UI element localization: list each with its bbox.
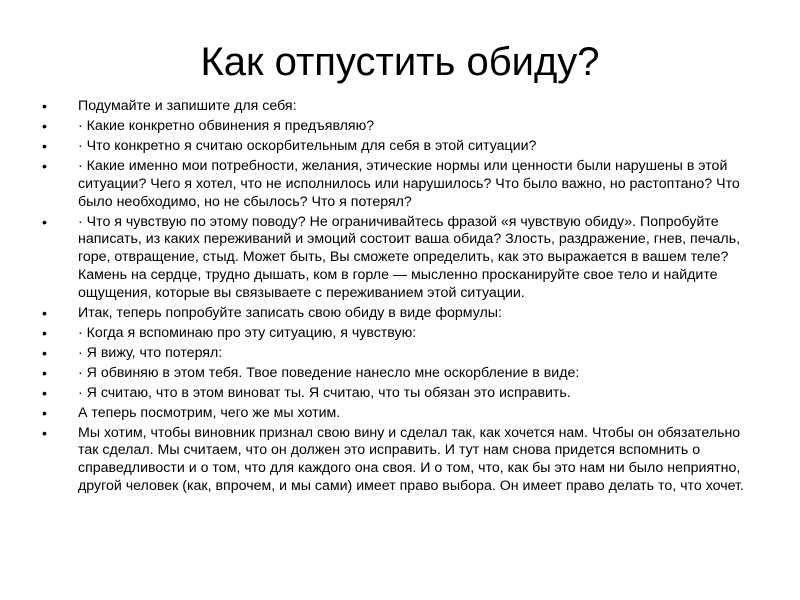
list-item [42,138,752,156]
list-item-text: · Я считаю, что в этом виноват ты. Я считаю, что ты обязан это исправить. [78,384,571,401]
list-item [42,365,752,383]
bullet-icon: • [42,98,47,114]
slide-title: Как отпустить обиду? [200,40,600,84]
list-item [42,405,752,423]
list-item [42,98,752,116]
list-item-text: · Когда я вспоминаю про эту ситуацию, я чувствую: [78,324,417,341]
bullet-icon: • [42,404,47,421]
bullet-icon: • [42,384,47,401]
bullet-icon: • [42,344,47,361]
bullet-list [42,98,752,498]
list-item-text: · Какие именно мои потребности, желания, этические нормы или ценности были нарушены в этой ситуации? Чего я хотел, что не исполнилось или нарушилось? Что было важно, но растоптано? Что было необходимо, но не сбылось? Что я потерял? [78,157,740,210]
list-item [42,385,752,403]
list-item-text: Мы хотим, чтобы виновник признал свою вину и сделал так, как хочется нам. Чтобы он обязательно так сделал. Мы считаем, что он должен это исправить. И тут нам снова придется вспомнить о справедливости и о том, что для каждого она своя. И о том, что, как бы это нам ни было неприятно, другой человек (как, впрочем, и мы сами) имеет право выбора. Он имеет право делать то, что хочет. [78,424,744,494]
list-item [42,158,752,211]
list-item-text: · Какие конкретно обвинения я предъявляю? [78,117,375,134]
list-item [42,305,752,323]
bullet-icon: • [42,424,47,441]
list-item-text: Итак, теперь попробуйте записать свою обиду в виде формулы: [78,304,502,321]
list-item [42,425,752,496]
list-item-text: · Я вижу, что потерял: [78,344,223,361]
bullet-icon: • [42,364,47,381]
bullet-icon: • [42,304,47,321]
list-item-text: · Что я чувствую по этому поводу? Не ограничивайтесь фразой «я чувствую обиду». Попробуйте написать, из каких переживаний и эмоций состоит ваша обида? Злость, раздражение, гнев, печаль, горе, отвращение, стыд. Может быть, Вы сможете определить, как это выражается в вашем теле? Камень на сердце, трудно дышать, ком в горле — мысленно просканируйте свое тело и найдите ощущения, которые вы связываете с переживанием этой ситуации. [78,213,741,301]
bullet-icon: • [42,137,47,154]
list-item-text: · Что конкретно я считаю оскорбительным для себя в этой ситуации? [78,137,537,154]
list-item [42,345,752,363]
list-item [42,325,752,343]
bullet-icon: • [42,117,47,134]
list-item [42,214,752,303]
list-item [42,118,752,136]
list-item-text: А теперь посмотрим, чего же мы хотим. [78,404,341,421]
list-item-text: Подумайте и запишите для себя: [78,98,297,114]
list-item-text: · Я обвиняю в этом тебя. Твое поведение нанесло мне оскорбление в виде: [78,364,580,381]
bullet-icon: • [42,213,47,230]
bullet-icon: • [42,324,47,341]
bullet-icon: • [42,157,47,174]
